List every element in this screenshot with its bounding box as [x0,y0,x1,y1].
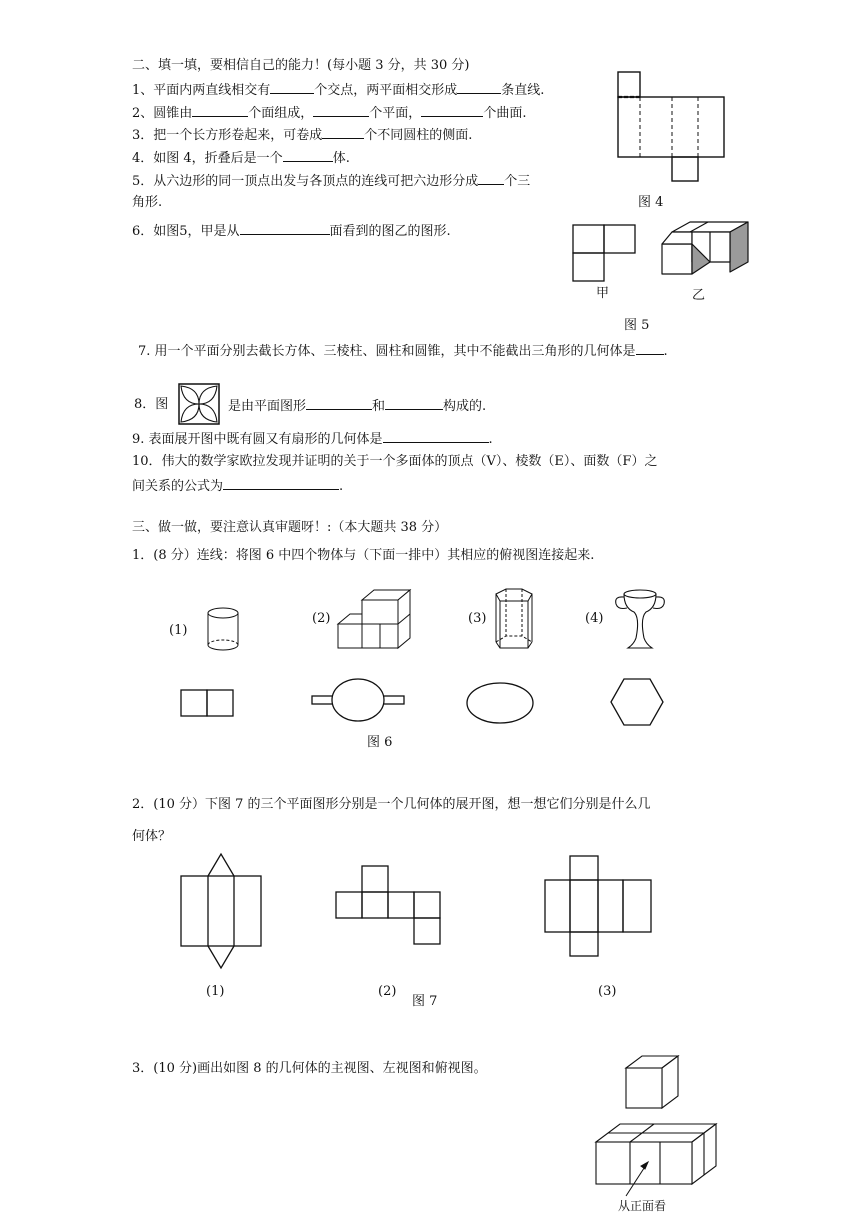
figure-7-caption: 图 7 [412,994,438,1009]
trophy-cup-object [612,588,668,650]
figure-5-jia-label: 甲 [596,286,610,301]
q9-blank-1[interactable] [383,430,489,443]
section3-heading: 三、做一做，要注意认真审题呀！:（本大题共 38 分） [132,520,448,535]
q2-text-b: 个面组成， [248,106,314,121]
figure-5-yi-label: 乙 [692,288,706,303]
question-6 [132,222,451,240]
q5-text-b: 个三 [504,174,531,189]
q5-text-a: 5．从六边形的同一顶点出发与各顶点的连线可把六边形分成 [132,174,479,189]
q7-text-a: 7. 用一个平面分别去截长方体、三棱柱、圆柱和圆锥，其中不能截出三角形的几何体是 [138,344,636,359]
q5-blank-1[interactable] [478,172,504,185]
q8-text-a: 8．图 [134,397,169,412]
q3-blank-1[interactable] [322,126,364,139]
figure-8-cube-stack [590,1050,720,1198]
q7-text-b: . [663,344,668,359]
section3-question-1: 1．(8 分）连线：将图 6 中四个物体与（下面一排中）其相应的俯视图连接起来. [132,548,595,563]
q2-blank-3[interactable] [421,104,483,117]
question-8 [228,397,486,415]
q6-text-b: 面看到的图乙的图形. [329,224,451,239]
q2-text-d: 个曲面. [483,106,527,121]
figure-5-yi [660,220,750,280]
fig7-label-3: (3) [598,984,617,999]
q6-text-a: 6．如图5，甲是从 [132,224,240,239]
q1-text-a: 1、平面内两直线相交有 [132,83,271,98]
q7-blank-1[interactable] [636,342,664,355]
q6-blank-1[interactable] [240,222,330,235]
question-5-line2: 角形. [132,195,163,210]
q1-text-b: 个交点，两平面相交形成 [314,83,458,98]
q10-text-b: . [339,479,344,494]
q1-text-c: 条直线. [501,83,545,98]
q8-text-d: 构成的. [443,399,487,414]
question-2 [132,104,526,122]
four-petal-square-icon [178,383,220,425]
cylinder-object [205,606,241,652]
section3-question-3: 3．(10 分)画出如图 8 的几何体的主视图、左视图和俯视图。 [132,1061,487,1076]
q10-blank-1[interactable] [223,477,339,490]
question-9 [132,430,493,448]
figure-5-jia [570,222,636,282]
top-view-ellipse [464,680,536,726]
q8-text-c: 和 [372,399,386,414]
figure-6-caption: 图 6 [367,735,393,750]
q2-blank-1[interactable] [192,104,248,117]
section3-question-2-line1: 2．(10 分）下图 7 的三个平面图形分别是一个几何体的展开图，想一想它们分别是什么几 [132,797,651,812]
fig6-label-2: (2) [312,611,331,626]
stacked-cubes-object [336,588,412,652]
q1-blank-2[interactable] [457,81,501,94]
question-3 [132,126,472,144]
q8-text-b: 是由平面图形 [228,399,307,414]
q4-blank-1[interactable] [283,149,333,162]
fig6-label-1: (1) [169,623,188,638]
hexagonal-prism-object [488,588,536,652]
section3-question-2-line2: 何体？ [132,829,172,844]
q2-text-c: 个平面， [369,106,422,121]
question-4 [132,149,350,167]
top-view-two-squares [178,688,238,720]
fig6-label-4: (4) [585,611,604,626]
figure-5-caption: 图 5 [624,318,650,333]
question-5-line1 [132,172,530,190]
figure-4-net [610,70,730,186]
question-10-line2 [132,477,343,495]
top-view-hexagon [608,676,666,728]
q1-blank-1[interactable] [270,81,314,94]
question-1 [132,81,544,99]
q8-blank-2[interactable] [385,397,443,410]
q4-text-a: 4．如图 4，折叠后是一个 [132,151,283,166]
net-cube [334,864,446,944]
q9-text-a: 9. 表面展开图中既有圆又有扇形的几何体是 [132,432,383,447]
figure-8-arrow-label: 从正面看 [618,1199,667,1213]
q4-text-b: 体. [332,151,350,166]
q3-text-b: 个不同圆柱的侧面. [364,128,473,143]
net-rectangular-prism [542,854,654,958]
fig6-label-3: (3) [468,611,487,626]
top-view-circle-with-handles [308,676,408,726]
q8-blank-1[interactable] [306,397,372,410]
fig7-label-2: (2) [378,984,397,999]
section2-heading: 二、填一填，要相信自己的能力！(每小题 3 分，共 30 分) [132,58,470,73]
q2-text-a: 2、圆锥由 [132,106,193,121]
question-7 [138,342,668,360]
question-10-line1: 10．伟大的数学家欧拉发现并证明的关于一个多面体的顶点（V）、棱数（E）、面数（F）之 [132,454,658,469]
q9-text-b: . [488,432,493,447]
q10-text-a: 间关系的公式为 [132,479,224,494]
q2-blank-2[interactable] [313,104,369,117]
fig7-label-1: (1) [206,984,225,999]
net-triangular-prism [178,852,264,972]
q3-text-a: 3．把一个长方形卷起来，可卷成 [132,128,323,143]
figure-4-caption: 图 4 [638,195,664,210]
